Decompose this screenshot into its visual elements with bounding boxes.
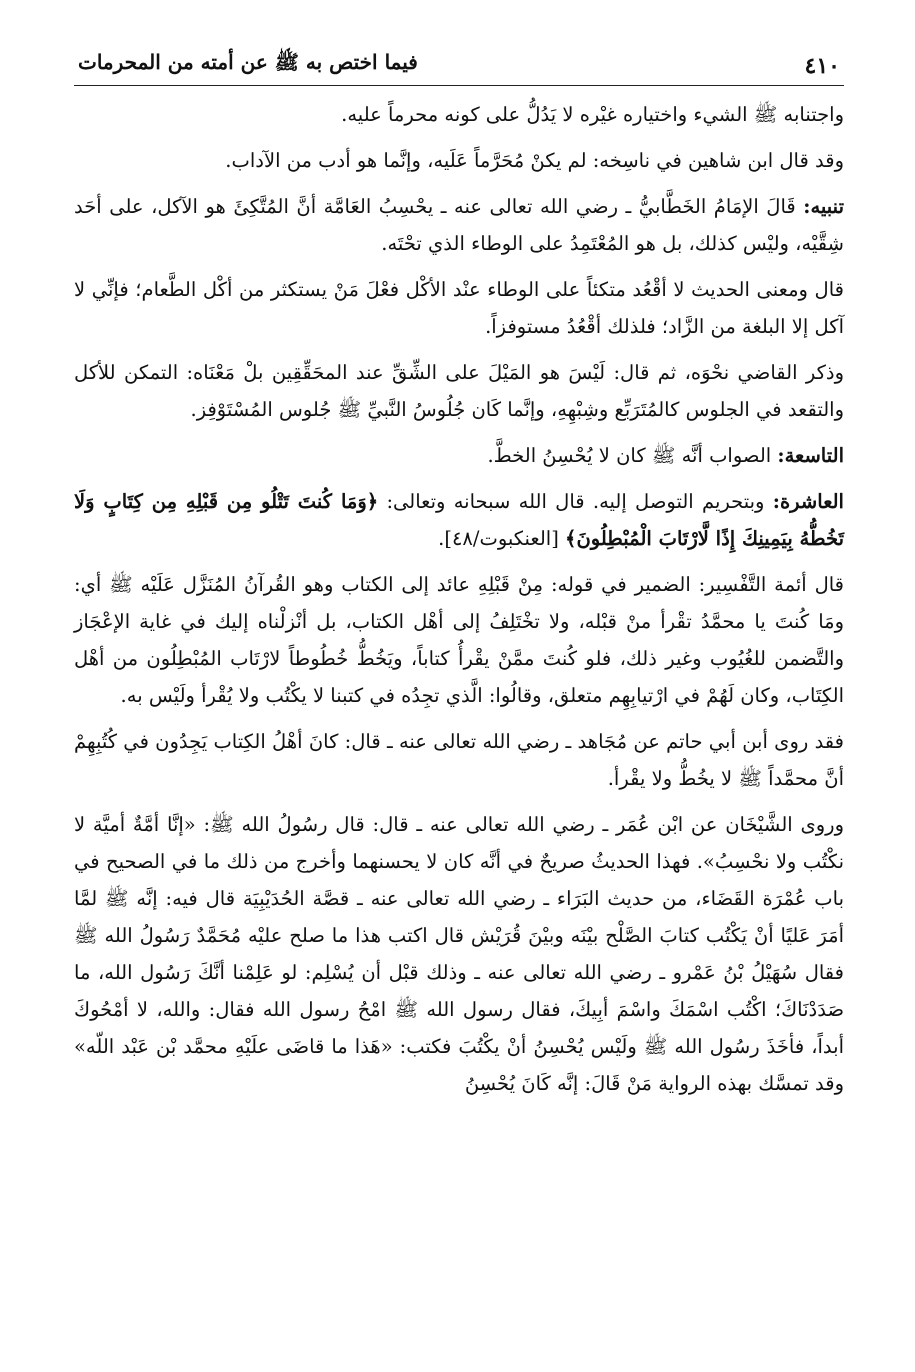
paragraph-text: وقد قال ابن شاهين في ناسِخه: لم يكنْ مُحَرَّماً عَلَيه، وإنَّما هو أدب من الآداب. xyxy=(225,149,844,172)
page-body xyxy=(74,96,844,1102)
paragraph-lead: تنبيه: xyxy=(803,195,844,218)
paragraph-8 xyxy=(74,566,844,714)
quran-verse: ﴿وَمَا كُنتَ تَتْلُو مِن قَبْلِهِ مِن كِتَابٍ وَلَا تَخُطُّهُ بِيَمِينِكَ إِذًا لَّارْتَابَ الْمُبْطِلُونَ﴾ xyxy=(74,490,844,550)
paragraph-text: قال أئمة التَّفْسِير: الضمير في قوله: مِنْ قَبْلِهِ عائد إلى الكتاب وهو القُرآنُ المُنَزَّل عَلَيْه ﷺ أي: ومَا كُنتَ يا محمَّدُ تقْرأ منْ قبْله، ولا تخْتَلِفُ إلى أهْل الكتاب، بل أنْزلْناه إليك في غاية الإعْجَاز والتَّضمن للغُيُوب وغير ذلك، فلو كُنتَ ممَّنْ يقْرأُ كتاباً، ويَخُطُّ خُطُوطاً لارْتَاب المُبْطِلُون من أهْل الكِتَاب، وكان لَهُمْ في ارْتيابِهِم متعلق، وقالُوا: الَّذي تجِدُه في كتبنا لا يكْتُب ولا يُقْرأ ولَيْس به. xyxy=(74,573,844,707)
paragraph-2 xyxy=(74,142,844,179)
paragraph-tanbih xyxy=(74,188,844,262)
paragraph-10 xyxy=(74,806,844,1102)
paragraph-4 xyxy=(74,271,844,345)
paragraph-text: قال ومعنى الحديث لا أقْعُد متكئاً على الوطاء عنْد الأكْل فعْلَ مَنْ يستكثر من أكْل الطَّعام؛ فإنِّي لا آكل إلا البلغة من الزَّاد؛ فلذلك أقْعُدُ مستوفزاً. xyxy=(74,278,844,338)
paragraph-lead: التاسعة: xyxy=(777,444,844,467)
verse-reference: [العنكبوت/٤٨]. xyxy=(438,527,559,550)
paragraph-text: وبتحريم التوصل إليه. قال الله سبحانه وتعالى: xyxy=(386,490,765,513)
paragraph-text: قَالَ الإمَامُ الخَطَّابيُّ ـ رضي الله تعالى عنه ـ يحْسِبُ العَامَّة أنَّ المُتَّكِئَ هو الآكل، على أحَد شِقَّيْه، وليْس كذلك، بل هو المُعْتَمِدُ على الوطاء الذي تحْتَه. xyxy=(74,195,844,255)
page-number: ٤١٠ xyxy=(804,53,840,79)
paragraph-text: الصواب أنَّه ﷺ كان لا يُحْسِنُ الخطَّ. xyxy=(487,444,772,467)
paragraph-text: فقد روى أبن أبي حاتم عن مُجَاهد ـ رضي الله تعالى عنه ـ قال: كانَ أهْلُ الكِتاب يَجِدُون في كُتُبِهِمْ أنَّ محمَّداً ﷺ لا يخُطُّ ولا يقْرأ. xyxy=(74,730,844,790)
paragraph-tenth xyxy=(74,483,844,557)
running-title: فيما اختص به ﷺ عن أمته من المحرمات xyxy=(78,50,418,74)
paragraph-5 xyxy=(74,354,844,428)
paragraph-lead: العاشرة: xyxy=(772,490,844,513)
paragraph-ninth xyxy=(74,437,844,474)
paragraph-text: وروى الشَّيْخَان عن ابْن عُمَر ـ رضي الله تعالى عنه ـ قال: قال رسُولُ الله ﷺ: «إنَّا أمَّةٌ أميَّة لا نكْتُب ولا نحْسِبُ». فهذا الحديثُ صريحٌ في أنَّه كان لا يحسنهما وأخرج من ذلك ما في الصحيح في باب عُمْرَة القَضَاء، من حديث البَرَاء ـ رضي الله تعالى عنه ـ قصَّة الحُدَيْبِيَة قال فيه: إنَّه ﷺ لمَّا أمَرَ عَليًا أنْ يَكْتُب كتابَ الصَّلْح بيْنَه وبيْنَ قُرَيْش قال اكتب هذا ما صلح عليْه مُحَمَّدٌ رَسُولُ الله ﷺ فقال سُهَيْلُ بْنُ عَمْرو ـ رضي الله تعالى عنه ـ وذلك قبْل أن يُسْلِم: لو عَلِمْنا أنَّكَ رَسُول الله، ما صَدَدْنَاكَ؛ اكْتُب اسْمَكَ واسْمَ أبِيكَ، فقال رسول الله ﷺ امْحُ رسول الله فقال: والله، لا أمْحُوكَ أبداً، فأخَذَ رسُول الله ﷺ ولَيْس يُحْسِنُ أنْ يكْتُبَ فكتب: «هَذا ما قاضَى علَيْهِ محمَّد بْن عَبْد اللّه» وقد تمسَّك بهذه الرواية مَنْ قَالَ: إنَّه كَانَ يُحْسِنُ xyxy=(74,813,844,1095)
book-page xyxy=(74,36,844,1111)
paragraph-text: وذكر القاضي نحْوَه، ثم قال: لَيْسَ هو المَيْلَ على الشِّقِّ عند المحَقِّقِين بلْ مَعْنَاه: التمكن للأكل والتقعد في الجلوس كالمُتَرَبِّع وشِبْهِهِ، وإنَّما كَان جُلُوسُ النَّبيِّ ﷺ جُلوس المُسْتَوْفِز. xyxy=(74,361,844,421)
page-header xyxy=(74,36,844,86)
paragraph-1 xyxy=(74,96,844,133)
paragraph-9 xyxy=(74,723,844,797)
paragraph-text: واجتنابه ﷺ الشيء واختياره غيْره لا يَدُلُّ على كونه محرماً عليه. xyxy=(341,103,844,126)
